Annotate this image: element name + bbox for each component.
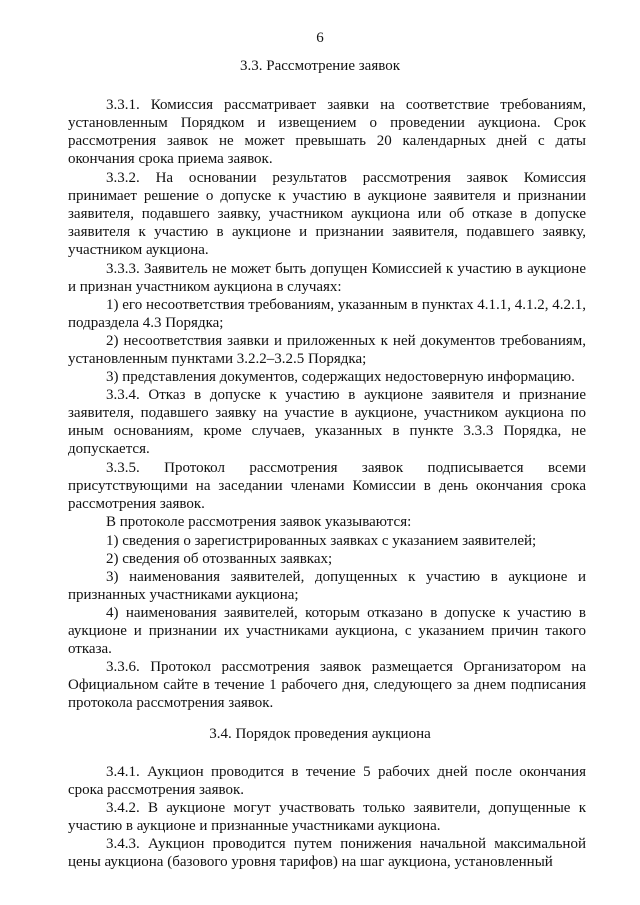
protocol-intro: В протоколе рассмотрения заявок указываются: xyxy=(106,514,412,530)
paragraph-3-3-5: 3.3.5. Протокол рассмотрения заявок подписывается всеми присутствующими на заседании членами Комиссии в день окончания срока рассмотрения заявок. xyxy=(68,460,586,512)
protocol-item-2: 2) сведения об отозванных заявках; xyxy=(106,551,333,567)
paragraph-3-4-3: 3.4.3. Аукцион проводится путем понижения начальной максимальной цены аукциона (базового уровня тарифов) на шаг аукциона, установленный xyxy=(68,836,586,870)
paragraph-3-3-2: 3.3.2. На основании результатов рассмотрения заявок Комиссия принимает решение о допуске к участию в аукционе заявителя и признании заявителя, подавшего заявку, участником аукциона или об отказе в допуске заявителя к участию в аукционе и признании заявителя, подавшего заявку, участником аукциона. xyxy=(68,170,586,258)
paragraph-3-3-3: 3.3.3. Заявитель не может быть допущен Комиссией к участию в аукционе и признан участником аукциона в случаях: xyxy=(68,261,586,295)
paragraph-3-3-1: 3.3.1. Комиссия рассматривает заявки на соответствие требованиям, установленным Порядком и извещением о проведении аукциона. Срок рассмотрения заявок не может превышать 20 календарных дней с даты окончания срока приема заявок. xyxy=(68,97,586,167)
list-item-3-3-3-3: 3) представления документов, содержащих недостоверную информацию. xyxy=(106,369,575,385)
list-item-3-3-3-1: 1) его несоответствия требованиям, указанным в пунктах 4.1.1, 4.1.2, 4.2.1, подраздела 4.3 Порядка; xyxy=(68,297,586,331)
protocol-item-1: 1) сведения о зарегистрированных заявках с указанием заявителей; xyxy=(106,533,537,549)
page-number: 6 xyxy=(316,30,324,46)
protocol-item-4: 4) наименования заявителей, которым отказано в допуске к участию в аукционе и признании их участниками аукциона, с указанием причин такого отказа. xyxy=(68,605,586,657)
paragraph-3-3-6: 3.3.6. Протокол рассмотрения заявок размещается Организатором на Официальном сайте в течение 1 рабочего дня, следующего за днем подписания протокола рассмотрения заявок. xyxy=(68,659,586,711)
protocol-item-3: 3) наименования заявителей, допущенных к участию в аукционе и признанных участниками аукциона; xyxy=(68,569,586,603)
list-item-3-3-3-2: 2) несоответствия заявки и приложенных к ней документов требованиям, установленным пунктами 3.2.2–3.2.5 Порядка; xyxy=(68,333,586,367)
section-3-3-title: 3.3. Рассмотрение заявок xyxy=(240,58,400,74)
paragraph-3-4-2: 3.4.2. В аукционе могут участвовать только заявители, допущенные к участию в аукционе и признанные участниками аукциона. xyxy=(68,800,586,834)
paragraph-3-4-1: 3.4.1. Аукцион проводится в течение 5 рабочих дней после окончания срока рассмотрения заявок. xyxy=(68,764,586,798)
section-3-4-title: 3.4. Порядок проведения аукциона xyxy=(209,726,431,742)
paragraph-3-3-4: 3.3.4. Отказ в допуске к участию в аукционе заявителя и признание заявителя, подавшего заявку на участие в аукционе, участником аукциона по иным основаниям, кроме случаев, указанных в пункте 3.3.3 Порядка, не допускается. xyxy=(68,387,586,457)
